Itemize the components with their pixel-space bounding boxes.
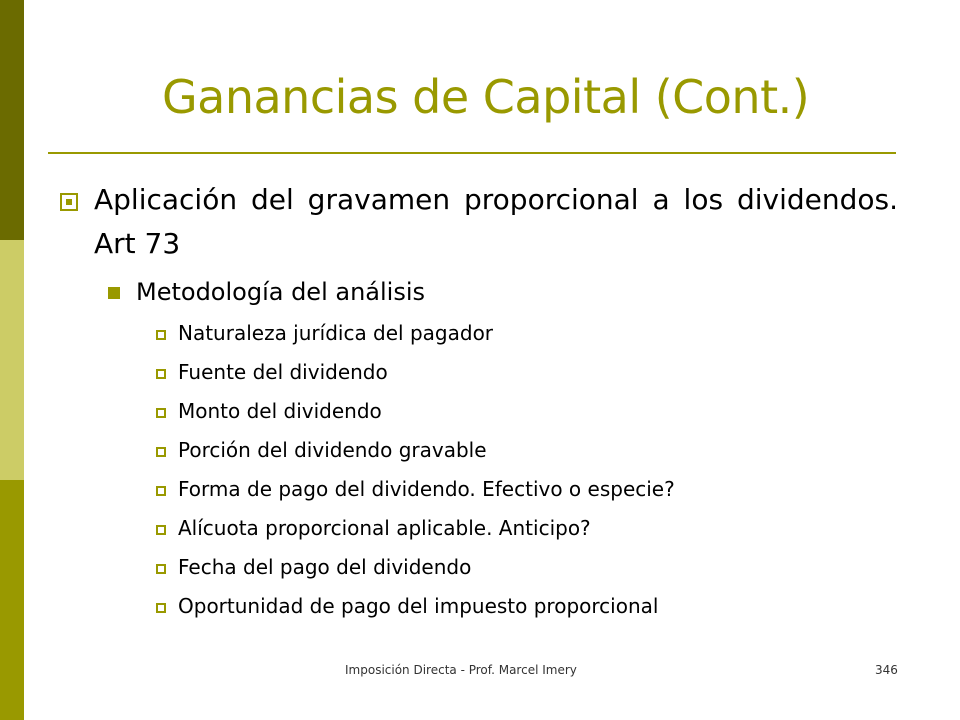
bullet-level3-text: Oportunidad de pago del impuesto proporcional [178, 594, 659, 618]
small-hollow-square-bullet-icon [156, 369, 166, 379]
title-underline [48, 152, 896, 154]
small-hollow-square-bullet-icon [156, 525, 166, 535]
small-hollow-square-bullet-icon [156, 564, 166, 574]
bullet-level3-item [156, 396, 382, 426]
bullet-level3-item [156, 318, 493, 348]
slide-title: Ganancias de Capital (Cont.) [162, 70, 810, 124]
left-accent-band-light [0, 240, 24, 480]
small-hollow-square-bullet-icon [156, 603, 166, 613]
slide-number: 346 [875, 663, 898, 677]
bullet-level3-text: Monto del dividendo [178, 399, 382, 423]
bullet-level3-text: Porción del dividendo gravable [178, 438, 487, 462]
hollow-square-bullet-icon [60, 193, 78, 211]
bullet-level3-item [156, 474, 675, 504]
bullet-level2-text: Metodología del análisis [136, 278, 426, 306]
bullet-level3-item [156, 513, 591, 543]
bullet-level3-item [156, 552, 471, 582]
bullet-level3-item [156, 591, 658, 621]
left-accent-band-olive [0, 480, 24, 720]
bullet-level3-text: Fecha del pago del dividendo [178, 555, 472, 579]
bullet-level3-text: Naturaleza jurídica del pagador [178, 321, 494, 345]
bullet-level3-item [156, 357, 388, 387]
bullet-level1 [58, 178, 898, 266]
small-hollow-square-bullet-icon [156, 486, 166, 496]
bullet-level3-item [156, 435, 487, 465]
left-accent-band-dark [0, 0, 24, 240]
bullet-level3-text: Alícuota proporcional aplicable. Anticipo? [178, 516, 591, 540]
small-hollow-square-bullet-icon [156, 447, 166, 457]
slide-footer: Imposición Directa - Prof. Marcel Imery [345, 663, 577, 677]
bullet-level3-text: Forma de pago del dividendo. Efectivo o especie? [178, 477, 675, 501]
bullet-level2 [108, 272, 425, 312]
bullet-level1-text: Aplicación del gravamen proporcional a los dividendos. Art 73 [94, 183, 898, 260]
small-hollow-square-bullet-icon [156, 330, 166, 340]
bullet-level3-text: Fuente del dividendo [178, 360, 388, 384]
small-hollow-square-bullet-icon [156, 408, 166, 418]
filled-square-bullet-icon [108, 287, 120, 299]
